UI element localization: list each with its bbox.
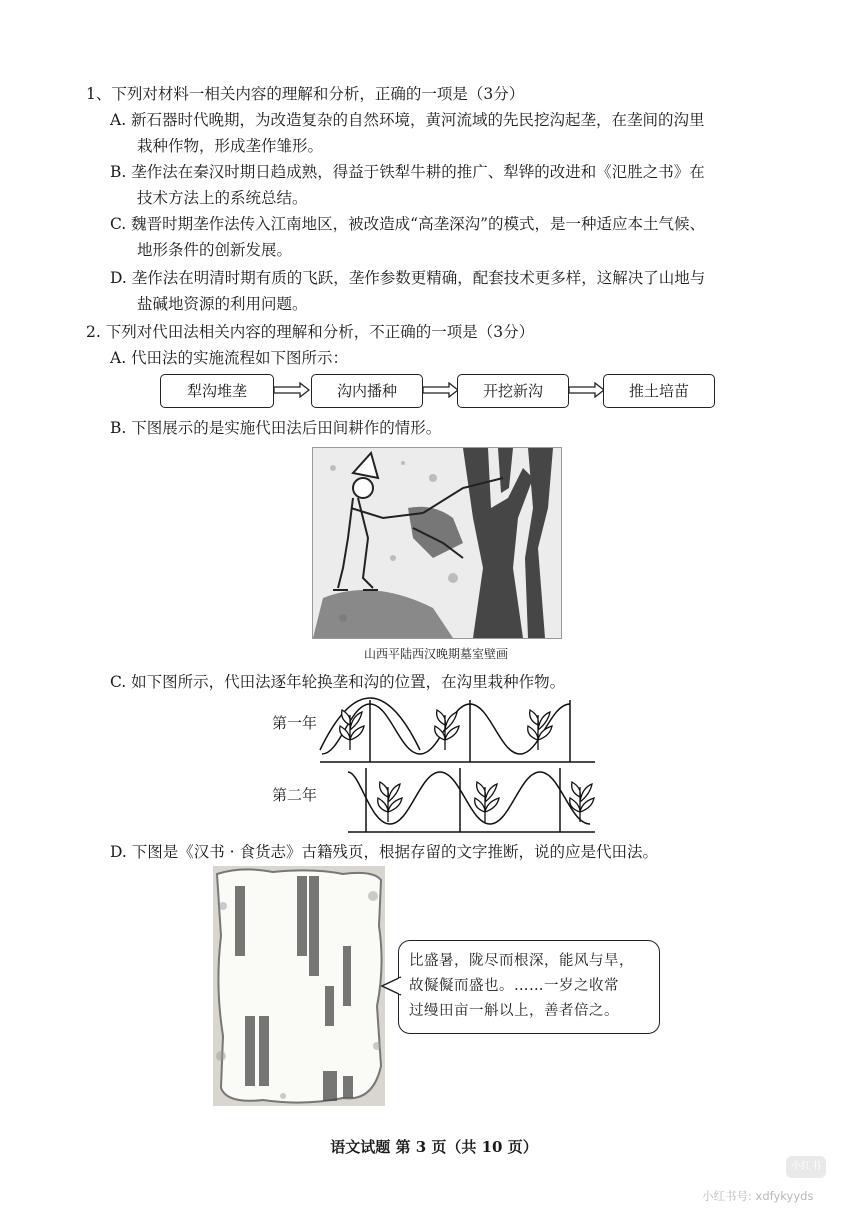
q2-option-a: A. 代田法的实施流程如下图所示： — [110, 349, 349, 367]
q1-option-d-line1: D. 垄作法在明清时期有质的飞跃，垄作参数更精确，配套技术更多样，这解决了山地与 — [110, 269, 706, 287]
ridge-furrow-diagram — [270, 696, 600, 836]
q2-option-d: D. 下图是《汉书 · 食货志》古籍残页，根据存留的文字推断，说的应是代田法。 — [110, 843, 659, 861]
q2-stem: 2. 下列对代田法相关内容的理解和分析，不正确的一项是（3分） — [86, 323, 535, 341]
q2-option-c: C. 如下图所示，代田法逐年轮换垄和沟的位置，在沟里栽种作物。 — [110, 673, 566, 691]
mural-caption: 山西平陆西汉晚期墓室壁画 — [363, 647, 508, 661]
year-2-label: 第二年 — [272, 786, 318, 804]
process-flowchart — [160, 374, 720, 410]
quote-line-1: 比盛暑，陇尽而根深，能风与旱， — [409, 953, 634, 969]
q1-option-c-line2: 地形条件的创新发展。 — [137, 241, 293, 259]
tomb-mural-image — [312, 447, 562, 639]
quote-line-2: 故儗儗而盛也。……一岁之收常 — [409, 978, 619, 994]
quote-line-3: 过缦田亩一斛以上，善者倍之。 — [409, 1003, 619, 1019]
flow-step-1: 犁沟堆垄 — [160, 374, 274, 408]
q1-option-b-line2: 技术方法上的系统总结。 — [137, 189, 308, 207]
watermark-text: 小红书号: xdfykyyds — [702, 1189, 814, 1203]
q1-option-d-line2: 盐碱地资源的利用问题。 — [137, 295, 308, 313]
flow-step-4: 推土培苗 — [603, 374, 715, 408]
flow-arrow-icon — [423, 382, 459, 398]
flow-arrow-icon — [569, 382, 605, 398]
page-footer: 语文试题 第 3 页（共 10 页） — [330, 1138, 538, 1156]
q1-option-a-line2: 栽种作物，形成垄作雏形。 — [137, 137, 324, 155]
quote-speech-bubble — [398, 940, 660, 1034]
q2-option-b: B. 下图展示的是实施代田法后田间耕作的情形。 — [110, 419, 442, 437]
q1-option-c-line1: C. 魏晋时期垄作法传入江南地区，被改造成“高垄深沟”的模式，是一种适应本土气候、 — [110, 215, 706, 233]
flow-step-2: 沟内播种 — [311, 374, 423, 408]
q1-option-b-line1: B. 垄作法在秦汉时期日趋成熟，得益于铁犁牛耕的推广、犁铧的改进和《氾胜之书》在 — [110, 163, 705, 181]
flow-step-3: 开挖新沟 — [457, 374, 569, 408]
ancient-book-fragment-image — [213, 866, 385, 1106]
bubble-pointer-icon — [380, 975, 402, 997]
watermark-badge: 小红书 — [786, 1156, 826, 1178]
flow-arrow-icon — [274, 382, 310, 398]
q1-option-a-line1: A. 新石器时代晚期，为改造复杂的自然环境，黄河流域的先民挖沟起垄，在垄间的沟里 — [110, 111, 705, 129]
furrow-wave-graphic — [270, 696, 600, 836]
year-1-label: 第一年 — [272, 714, 318, 732]
q1-stem: 1、下列对材料一相关内容的理解和分析，正确的一项是（3分） — [86, 85, 525, 103]
